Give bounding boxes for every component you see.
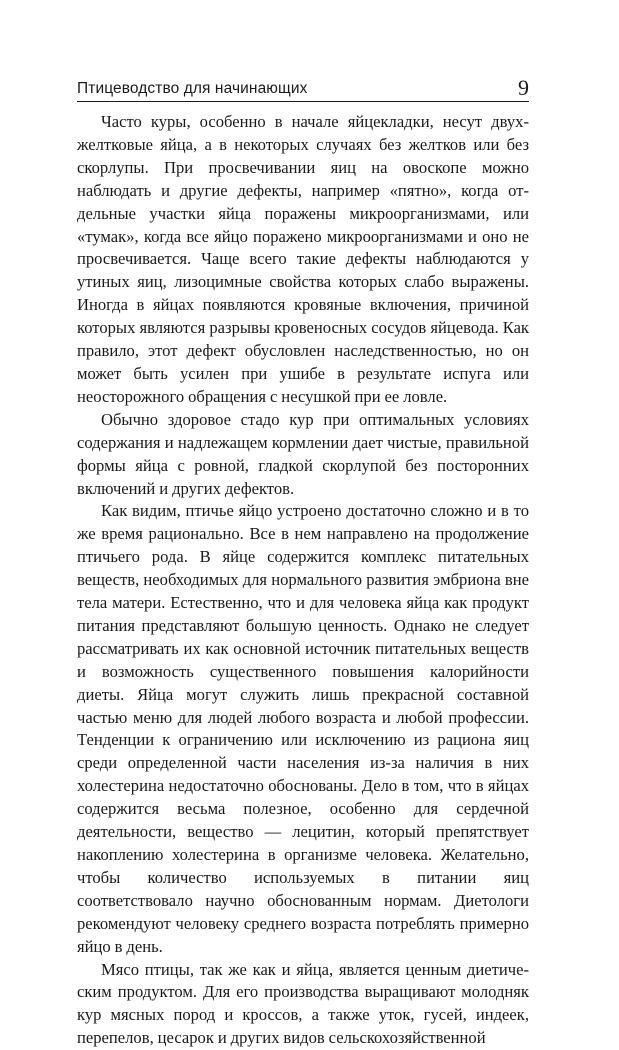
paragraph: Часто куры, особенно в начале яйцекладки, несут двухжелтковые яйца, а в некоторых случаях без желтков или без скорлупы. При просвечивании яиц на овоскопе можно наблюдать и другие дефекты, например «пятно», когда отдельные участки яйца поражены микроорганизмами, или «тумак», когда все яйцо поражено микроорганизмами и оно не просвечивается. Чаще всего такие дефекты наблюдаются у утиных яиц, лизоцимные свойства которых слабо выражены. Иногда в яйцах появляются кровяные включения, причиной которых являются разрывы кровеносных сосудов яйцевода. Как правило, этот дефект обусловлен наследственностью, но он может быть усилен при ушибе в результате испуга или неосторожного обращения с несушкой при ее ловле. [77,112,529,406]
body-text [77,111,529,1050]
paragraph: Как видим, птичье яйцо устроено достаточно сложно и в то же время рационально. Все в нем направлено на продолжение птичьего рода. В яйце содержится комплекс питательных веществ, необходимых для нормального развития эмбриона вне тела матери. Естественно, что и для человека яйца как продукт питания представляют большую ценность. Однако не следует рассматривать их как основной источник питательных веществ и возможность существенного повышения калорийности диеты. Яйца могут служить лишь прекрасной составной частью меню для людей любого возраста и любой профессии. Тенденции к ограничению или исключению из рациона яиц среди определенной части населения из-за наличия в них холестерина недостаточно обоснованы. Дело в том, что в яйцах содержится весьма полезное, особенно для сердечной деятельности, вещество — лецитин, который препятствует накоплению холестерина в организме человека. Желательно, чтобы количество используемых в питании яиц соответствовало научно обоснованным нормам. Диетологи рекомендуют человеку среднего возраста потреблять примерно яйцо в день. [77,501,529,956]
page-header [77,75,529,102]
paragraph: Мясо птицы, так же как и яйца, является ценным диетическим продуктом. Для его производства выращивают молодняк кур мясных пород и кроссов, а также уток, гусей, индеек, перепелов, цесарок и других видов сельскохозяйственной [77,959,529,1048]
header-rule [77,101,529,102]
paragraph: Обычно здоровое стадо кур при оптимальных условиях содержания и надлежащем кормлении дает чистые, правильной формы яйца с ровной, гладкой скорлупой без посторонних включений и других дефектов. [77,409,529,498]
page-number: 9 [518,75,529,100]
running-title: Птицеводство для начинающих [77,80,308,97]
